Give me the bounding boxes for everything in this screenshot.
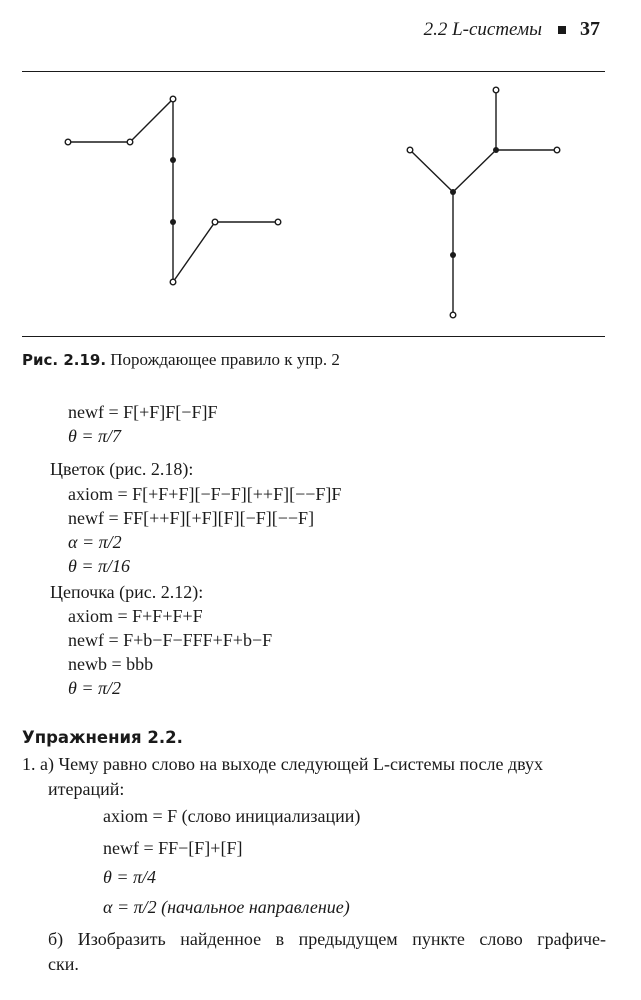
node-open: [407, 147, 413, 153]
node-filled: [493, 147, 499, 153]
figure-2-19: [0, 72, 641, 336]
node-open: [65, 139, 71, 145]
chain-theta: θ = π/2: [68, 678, 122, 698]
chain-newf: newf = F+b−F−FFF+F+b−F: [68, 630, 273, 650]
production-rule-left: [68, 99, 278, 282]
node-open: [493, 87, 499, 93]
system-axiom: axiom = F (слово инициализации): [103, 806, 361, 826]
exercise-1b-line2: ски.: [48, 954, 79, 974]
exercise-1a-line1: 1. а) Чему равно слово на выходе следующей L-системы после двух: [22, 754, 544, 774]
node-filled: [170, 157, 176, 163]
exercise-1a-line2: итераций:: [48, 779, 125, 799]
header-bullet-icon: [558, 26, 566, 34]
figure-caption: [22, 350, 340, 370]
flower-title: Цветок (рис. 2.18):: [50, 459, 194, 479]
system-alpha: α = π/2 (начальное направление): [103, 897, 350, 917]
node-filled: [450, 189, 456, 195]
system-newf: newf = FF−[F]+[F]: [103, 838, 243, 858]
section-title: 2.2 L-системы: [423, 19, 542, 40]
chain-title: Цепочка (рис. 2.12):: [50, 582, 204, 602]
flower-alpha: α = π/2: [68, 532, 122, 552]
page-number: 37: [580, 18, 600, 40]
flower-theta: θ = π/16: [68, 556, 131, 576]
exercises-heading: Упражнения 2.2.: [22, 728, 183, 747]
node-open: [127, 139, 133, 145]
node-open: [275, 219, 281, 225]
exercise-1b-line1: б) Изобразить найденное в предыдущем пункте слово графиче-: [48, 929, 606, 949]
plant-newf: newf = F[+F]F[−F]F: [68, 402, 218, 422]
chain-axiom: axiom = F+F+F+F: [68, 606, 203, 626]
flower-newf: newf = FF[++F][+F][F][−F][−−F]: [68, 508, 315, 528]
node-filled: [170, 219, 176, 225]
caption-text: Порождающее правило к упр. 2: [110, 350, 340, 369]
running-header: [0, 18, 600, 41]
plant-theta: θ = π/7: [68, 426, 122, 446]
production-rule-right: [410, 90, 557, 315]
node-open: [170, 279, 176, 285]
node-open: [554, 147, 560, 153]
node-filled: [450, 252, 456, 258]
chain-newb: newb = bbb: [68, 654, 154, 674]
node-open: [212, 219, 218, 225]
system-theta: θ = π/4: [103, 867, 157, 887]
flower-axiom: axiom = F[+F+F][−F−F][++F][−−F]F: [68, 484, 342, 504]
node-open: [450, 312, 456, 318]
node-open: [170, 96, 176, 102]
figure-bottom-rule: [22, 336, 605, 337]
caption-label: Рис. 2.19.: [22, 351, 107, 369]
